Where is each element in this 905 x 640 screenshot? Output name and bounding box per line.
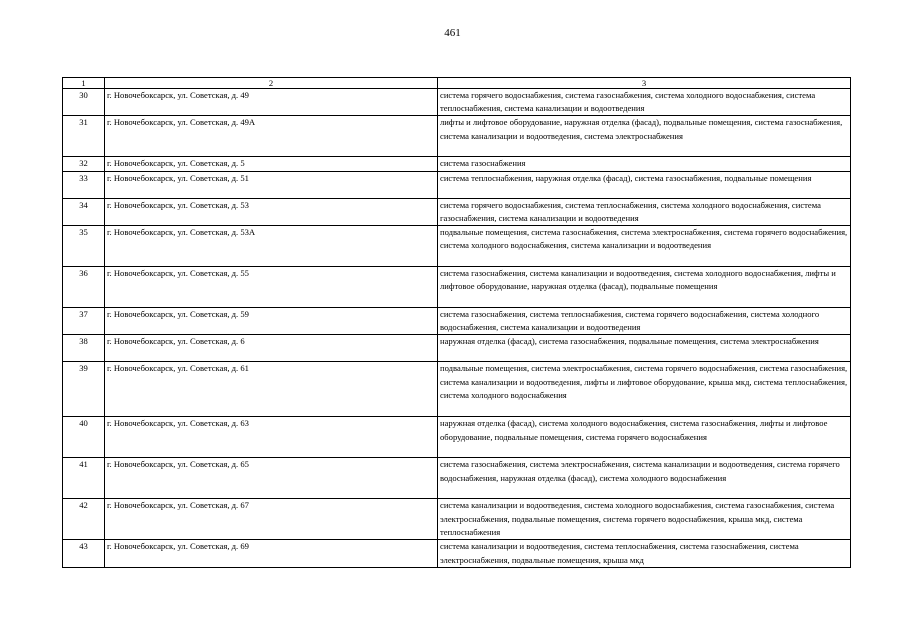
row-number: 40 bbox=[63, 417, 105, 458]
row-number: 35 bbox=[63, 226, 105, 267]
address-cell: г. Новочебоксарск, ул. Советская, д. 67 bbox=[105, 499, 438, 540]
address-cell: г. Новочебоксарск, ул. Советская, д. 59 bbox=[105, 308, 438, 335]
systems-cell: система канализации и водоотведения, система холодного водоснабжения, система газоснабжения, система электроснабжения, подвальные помещения, система горячего водоснабжения, крыша мкд, система теплоснабжения bbox=[438, 499, 851, 540]
systems-cell: подвальные помещения, система электроснабжения, система горячего водоснабжения, система газоснабжения, система канализации и водоотведения, лифты и лифтовое оборудование, крыша мкд, система теплоснабжения, система холодного водоснабжения bbox=[438, 362, 851, 417]
address-cell: г. Новочебоксарск, ул. Советская, д. 55 bbox=[105, 267, 438, 308]
row-number: 34 bbox=[63, 198, 105, 225]
row-number: 37 bbox=[63, 308, 105, 335]
row-number: 30 bbox=[63, 89, 105, 116]
row-number: 33 bbox=[63, 171, 105, 198]
systems-cell: система газоснабжения bbox=[438, 157, 851, 171]
page-number: 461 bbox=[444, 27, 461, 39]
column-header-2: 2 bbox=[105, 78, 438, 89]
table-header-row bbox=[63, 78, 851, 89]
table-row bbox=[63, 157, 851, 171]
address-cell: г. Новочебоксарск, ул. Советская, д. 49 bbox=[105, 89, 438, 116]
row-number: 36 bbox=[63, 267, 105, 308]
systems-cell: подвальные помещения, система газоснабжения, система электроснабжения, система горячего водоснабжения, система холодного водоснабжения, система канализации и водоотведения bbox=[438, 226, 851, 267]
row-number: 32 bbox=[63, 157, 105, 171]
address-systems-table bbox=[62, 77, 851, 568]
table-row bbox=[63, 226, 851, 267]
address-cell: г. Новочебоксарск, ул. Советская, д. 51 bbox=[105, 171, 438, 198]
table-row bbox=[63, 362, 851, 417]
systems-cell: система газоснабжения, система электроснабжения, система канализации и водоотведения, система горячего водоснабжения, наружная отделка (фасад), система холодного водоснабжения bbox=[438, 458, 851, 499]
systems-cell: лифты и лифтовое оборудование, наружная отделка (фасад), подвальные помещения, система газоснабжения, система канализации и водоотведения, система электроснабжения bbox=[438, 116, 851, 157]
table-row bbox=[63, 499, 851, 540]
address-cell: г. Новочебоксарск, ул. Советская, д. 65 bbox=[105, 458, 438, 499]
systems-cell: система горячего водоснабжения, система теплоснабжения, система холодного водоснабжения, система газоснабжения, система канализации и водоотведения bbox=[438, 198, 851, 225]
table-row bbox=[63, 198, 851, 225]
address-cell: г. Новочебоксарск, ул. Советская, д. 49А bbox=[105, 116, 438, 157]
systems-cell: система теплоснабжения, наружная отделка (фасад), система газоснабжения, подвальные помещения bbox=[438, 171, 851, 198]
table-row bbox=[63, 335, 851, 362]
systems-cell: система горячего водоснабжения, система газоснабжения, система холодного водоснабжения, система теплоснабжения, система канализации и водоотведения bbox=[438, 89, 851, 116]
table-row bbox=[63, 171, 851, 198]
address-cell: г. Новочебоксарск, ул. Советская, д. 53 bbox=[105, 198, 438, 225]
address-cell: г. Новочебоксарск, ул. Советская, д. 69 bbox=[105, 540, 438, 567]
row-number: 41 bbox=[63, 458, 105, 499]
column-header-1: 1 bbox=[63, 78, 105, 89]
table-row bbox=[63, 417, 851, 458]
table-row bbox=[63, 308, 851, 335]
table-row bbox=[63, 458, 851, 499]
systems-cell: наружная отделка (фасад), система холодного водоснабжения, система газоснабжения, лифты и лифтовое оборудование, подвальные помещения, система горячего водоснабжения bbox=[438, 417, 851, 458]
row-number: 39 bbox=[63, 362, 105, 417]
systems-cell: наружная отделка (фасад), система газоснабжения, подвальные помещения, система электроснабжения bbox=[438, 335, 851, 362]
address-cell: г. Новочебоксарск, ул. Советская, д. 5 bbox=[105, 157, 438, 171]
table-row bbox=[63, 540, 851, 567]
address-cell: г. Новочебоксарск, ул. Советская, д. 61 bbox=[105, 362, 438, 417]
systems-cell: система газоснабжения, система теплоснабжения, система горячего водоснабжения, система холодного водоснабжения, система канализации и водоотведения bbox=[438, 308, 851, 335]
table-row bbox=[63, 267, 851, 308]
address-cell: г. Новочебоксарск, ул. Советская, д. 63 bbox=[105, 417, 438, 458]
row-number: 31 bbox=[63, 116, 105, 157]
address-cell: г. Новочебоксарск, ул. Советская, д. 6 bbox=[105, 335, 438, 362]
row-number: 38 bbox=[63, 335, 105, 362]
table-row bbox=[63, 89, 851, 116]
row-number: 42 bbox=[63, 499, 105, 540]
address-cell: г. Новочебоксарск, ул. Советская, д. 53А bbox=[105, 226, 438, 267]
table-row bbox=[63, 116, 851, 157]
column-header-3: 3 bbox=[438, 78, 851, 89]
systems-cell: система канализации и водоотведения, система теплоснабжения, система газоснабжения, система электроснабжения, подвальные помещения, крыша мкд bbox=[438, 540, 851, 567]
systems-cell: система газоснабжения, система канализации и водоотведения, система холодного водоснабжения, лифты и лифтовое оборудование, наружная отделка (фасад), подвальные помещения bbox=[438, 267, 851, 308]
row-number: 43 bbox=[63, 540, 105, 567]
